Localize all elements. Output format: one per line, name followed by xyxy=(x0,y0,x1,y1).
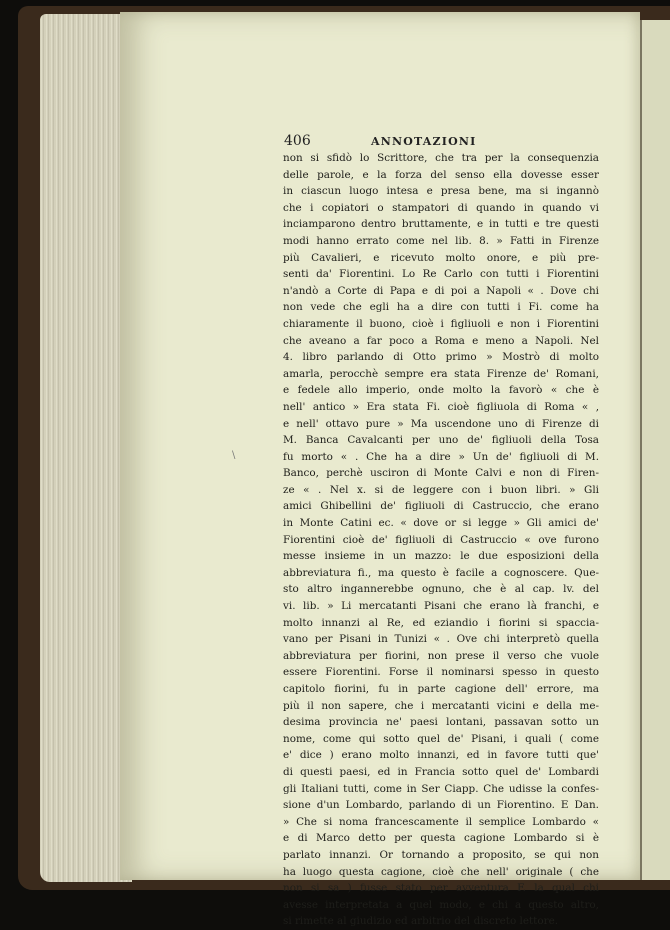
text-line: inciamparono dentro bruttamente, e in tutti e tre questi xyxy=(283,218,599,231)
text-line: ha luogo questa cagione, cioè che nell' originale ( che xyxy=(283,865,599,878)
text-line: n'andò a Corte di Papa e di poi a Napoli « . Dove chi xyxy=(283,284,599,297)
text-line: non vede che egli ha a dire con tutti i Fi. come ha xyxy=(283,301,599,314)
text-line: senti da' Fiorentini. Lo Re Carlo con tutti i Fiorentini xyxy=(283,268,599,281)
text-line: non si sa ) fusse stato per avventura F. la qual chi xyxy=(283,882,599,895)
text-line: più Cavalieri, e ricevuto molto onore, e più pre- xyxy=(283,251,599,264)
text-line: Fiorentini cioè de' figliuoli di Castruccio « ove furono xyxy=(283,533,599,546)
text-line: si rimette al giudizio ed arbitrio del discreto lettore. xyxy=(283,915,559,928)
text-line: sione d'un Lombardo, parlando di un Fiorentino. E Dan. xyxy=(283,799,599,812)
page-edges xyxy=(40,14,132,882)
text-line: 4. libro parlando di Otto primo » Mostrò di molto xyxy=(283,351,599,364)
text-line: molto innanzi al Re, ed eziandio i fiorini si spaccia- xyxy=(283,616,599,629)
text-line: modi hanno errato come nel lib. 8. » Fatti in Firenze xyxy=(283,234,599,247)
text-line: amici Ghibellini de' figliuoli di Castruccio, che erano xyxy=(283,500,599,513)
text-line: abbreviatura fi., ma questo è facile a cognoscere. Que- xyxy=(283,566,599,579)
text-line: ze « . Nel x. si de leggere con i buon libri. » Gli xyxy=(283,483,599,496)
facing-page-edge xyxy=(640,20,670,880)
text-line: sto altro ingannerebbe ognuno, che è al cap. lv. del xyxy=(283,583,599,596)
text-line: più il non sapere, che i mercatanti vicini e della me- xyxy=(283,699,599,712)
body-text xyxy=(283,150,599,930)
page-number: 406 xyxy=(284,133,311,149)
text-line: che i copiatori o stampatori di quando in quando vi xyxy=(283,201,599,214)
text-line: fu morto « . Che ha a dire » Un de' figliuoli di M. xyxy=(283,450,599,463)
text-line: di questi paesi, ed in Francia sotto quel de' Lombardi xyxy=(283,765,599,778)
text-line: abbreviatura per fiorini, non prese il verso che vuole xyxy=(283,649,599,662)
text-line: gli Italiani tutti, come in Ser Ciapp. Che udisse la confes- xyxy=(283,782,599,795)
text-line: chiaramente il buono, cioè i figliuoli e non i Fiorentini xyxy=(283,317,599,330)
text-line: e fedele allo imperio, onde molto la favorò « che è xyxy=(283,384,599,397)
text-line: Banco, perchè usciron di Monte Calvi e non di Firen- xyxy=(283,467,599,480)
text-line: nell' antico » Era stata Fi. cioè figliuola di Roma « , xyxy=(283,400,599,413)
ink-mark: \ xyxy=(232,450,236,461)
text-line: parlato innanzi. Or tornando a proposito, se qui non xyxy=(283,848,599,861)
text-line: non si sfidò lo Scrittore, che tra per la consequenzia xyxy=(283,152,599,164)
text-line: desima provincia ne' paesi lontani, passavan sotto un xyxy=(283,716,599,729)
text-line: essere Fiorentini. Forse il nominarsi spesso in questo xyxy=(283,666,599,679)
text-line: M. Banca Cavalcanti per uno de' figliuoli della Tosa xyxy=(283,434,599,447)
text-line: amarla, perocchè sempre era stata Firenze de' Romani, xyxy=(283,367,599,380)
text-line: e nell' ottavo pure » Ma uscendone uno di Firenze di xyxy=(283,417,599,430)
text-line: » Che si noma francescamente il semplice Lombardo « xyxy=(283,815,599,828)
text-line: in Monte Catini ec. « dove or si legge » Gli amici de' xyxy=(283,517,599,530)
text-line: avesse interpretata a quel modo, e chi a questo altro, xyxy=(283,898,599,911)
text-line: che aveano a far poco a Roma e meno a Napoli. Nel xyxy=(283,334,599,347)
text-line: capitolo fiorini, fu in parte cagione dell' errore, ma xyxy=(283,683,599,695)
text-line: in ciascun luogo intesa e presa bene, ma si ingannò xyxy=(283,185,599,198)
text-line: messe insieme in un mazzo: le due esposizioni della xyxy=(283,550,599,563)
page-header xyxy=(284,133,596,151)
text-line: e di Marco detto per questa cagione Lombardo si è xyxy=(283,832,599,845)
text-line: nome, come qui sotto quel de' Pisani, i quali ( come xyxy=(283,732,599,745)
text-line: vi. lib. » Li mercatanti Pisani che erano là franchi, e xyxy=(283,600,599,613)
text-line: delle parole, e la forza del senso ella dovesse esser xyxy=(283,168,599,181)
text-line: e' dice ) erano molto innanzi, ed in favore tutti que' xyxy=(283,749,599,762)
running-head: ANNOTAZIONI xyxy=(371,135,477,148)
text-line: vano per Pisani in Tunizi « . Ove chi interpretò quella xyxy=(283,633,599,646)
